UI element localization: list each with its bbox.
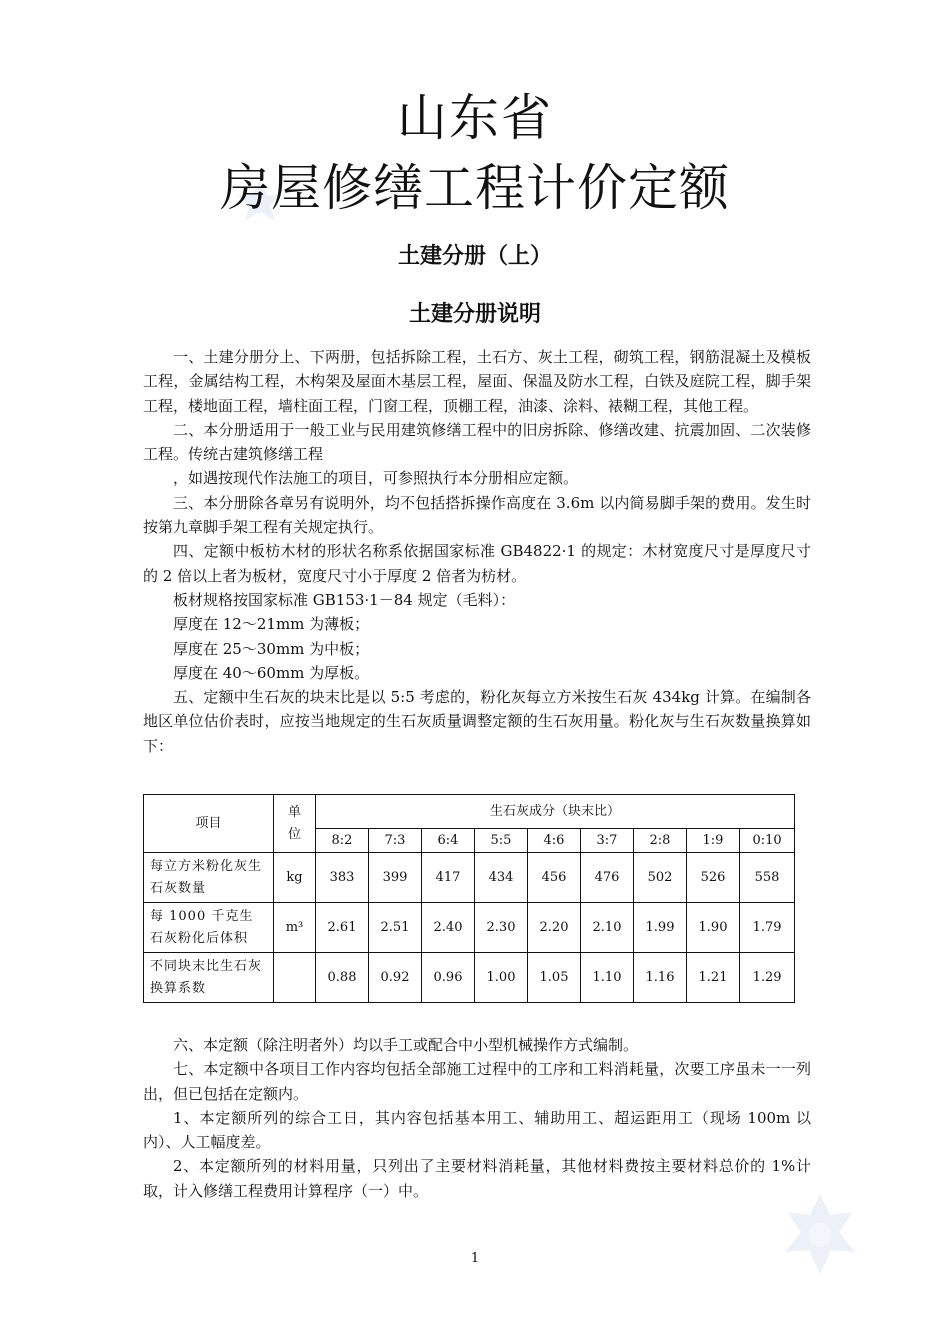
row-unit [274, 953, 316, 1003]
lime-conversion-table-wrapper [143, 794, 795, 1003]
cell: 434 [475, 853, 528, 903]
paragraph: 一、土建分册分上、下两册，包括拆除工程，土石方、灰土工程，砌筑工程，钢筋混凝土及模板工程，金属结构工程，木构架及屋面木基层工程，屋面、保温及防水工程，白铁及庭院工程，脚手架工程，楼地面工程，墙柱面工程，门窗工程，顶棚工程，油漆、涂料、裱糊工程，其他工程。 [143, 348, 811, 415]
header-ratio: 5:5 [475, 829, 528, 853]
header-ratio: 1:9 [687, 829, 740, 853]
cell: 399 [369, 853, 422, 903]
cell: 1.90 [687, 903, 740, 953]
cell: 2.20 [528, 903, 581, 953]
cell: 1.05 [528, 953, 581, 1003]
cell: 502 [634, 853, 687, 903]
header-item: 项目 [144, 795, 274, 853]
cell: 1.79 [740, 903, 795, 953]
cell: 558 [740, 853, 795, 903]
paragraph: 板材规格按国家标准 GB153·1－84 规定（毛料）： [173, 590, 516, 609]
cell: 0.88 [316, 953, 369, 1003]
paragraph: 四、定额中板枋木材的形状名称系依据国家标准 GB4822·1 的规定：木材宽度尺寸是厚度尺寸的 2 倍以上者为板材，宽度尺寸小于厚度 2 倍者为枋材。 [143, 542, 811, 585]
cell: 2.40 [422, 903, 475, 953]
cell: 0.92 [369, 953, 422, 1003]
cell: 2.61 [316, 903, 369, 953]
document-title-line1: 山东省 [397, 89, 553, 147]
cell: 1.16 [634, 953, 687, 1003]
cell: 526 [687, 853, 740, 903]
cell: 1.99 [634, 903, 687, 953]
cell: 456 [528, 853, 581, 903]
paragraph: 五、定额中生石灰的块末比是以 5:5 考虑的，粉化灰每立方米按生石灰 434kg 计算。在编制各地区单位估价表时，应按当地规定的生石灰质量调整定额的生石灰用量。粉化灰与生石灰数量换算如下： [143, 688, 811, 755]
cell: 476 [581, 853, 634, 903]
document-title-line2: 房屋修缮工程计价定额 [220, 159, 730, 217]
header-ratio: 0:10 [740, 829, 795, 853]
table-row [144, 853, 795, 903]
section-title: 土建分册说明 [408, 302, 541, 327]
header-unit: 单位 [274, 795, 316, 853]
header-ratio: 7:3 [369, 829, 422, 853]
paragraph: 2、本定额所列的材料用量，只列出了主要材料消耗量，其他材料费按主要材料总价的 1%计取，计入修缮工程费用计算程序（一）中。 [143, 1157, 811, 1200]
paragraph: 厚度在 12～21mm 为薄板； [173, 615, 370, 634]
header-ratio: 6:4 [422, 829, 475, 853]
cell: 1.00 [475, 953, 528, 1003]
header-ratio: 4:6 [528, 829, 581, 853]
paragraph: 二、本分册适用于一般工业与民用建筑修缮工程中的旧房拆除、修缮改建、抗震加固、二次装修工程。传统古建筑修缮工程 [143, 420, 811, 464]
cell: 1.29 [740, 953, 795, 1003]
paragraph: 七、本定额中各项目工作内容均包括全部施工过程中的工序和工料消耗量，次要工序虽未一一列出，但已包括在定额内。 [143, 1060, 811, 1103]
row-label: 每 1000 千克生石灰粉化后体积 [144, 903, 274, 953]
cell: 2.10 [581, 903, 634, 953]
rules-text [143, 1033, 811, 1203]
cell: 383 [316, 853, 369, 903]
page-number: 1 [470, 1251, 480, 1266]
paragraph: 六、本定额（除注明者外）均以手工或配合中小型机械操作方式编制。 [173, 1036, 639, 1054]
cell: 2.51 [369, 903, 422, 953]
paragraph: 1、本定额所列的综合工日，其内容包括基本用工、辅助用工、超运距用工（现场 100m 以内）、人工幅度差。 [143, 1108, 811, 1152]
paragraph: 三、本分册除各章另有说明外，均不包括搭拆操作高度在 3.6m 以内简易脚手架的费用。发生时按第九章脚手架工程有关规定执行。 [143, 493, 811, 537]
cell: 417 [422, 853, 475, 903]
table-row [144, 903, 795, 953]
table-row [144, 953, 795, 1003]
header-ratio: 3:7 [581, 829, 634, 853]
row-unit: kg [274, 853, 316, 903]
watermark-snowflake-icon [775, 1190, 865, 1280]
row-label: 每立方米粉化灰生石灰数量 [144, 853, 274, 903]
paragraph: 厚度在 25～30mm 为中板； [173, 639, 370, 658]
cell: 1.10 [581, 953, 634, 1003]
intro-text [143, 345, 811, 758]
header-group: 生石灰成分（块末比） [316, 795, 795, 829]
cell: 0.96 [422, 953, 475, 1003]
cell: 2.30 [475, 903, 528, 953]
paragraph: 厚度在 40～60mm 为厚板。 [173, 663, 370, 682]
lime-conversion-table [143, 794, 795, 1003]
row-label: 不同块末比生石灰换算系数 [144, 953, 274, 1003]
volume-subtitle: 土建分册（上） [397, 244, 552, 269]
header-ratio: 2:8 [634, 829, 687, 853]
row-unit: m³ [274, 903, 316, 953]
header-ratio: 8:2 [316, 829, 369, 853]
cell: 1.21 [687, 953, 740, 1003]
paragraph: ，如遇按现代作法施工的项目，可参照执行本分册相应定额。 [173, 469, 579, 488]
